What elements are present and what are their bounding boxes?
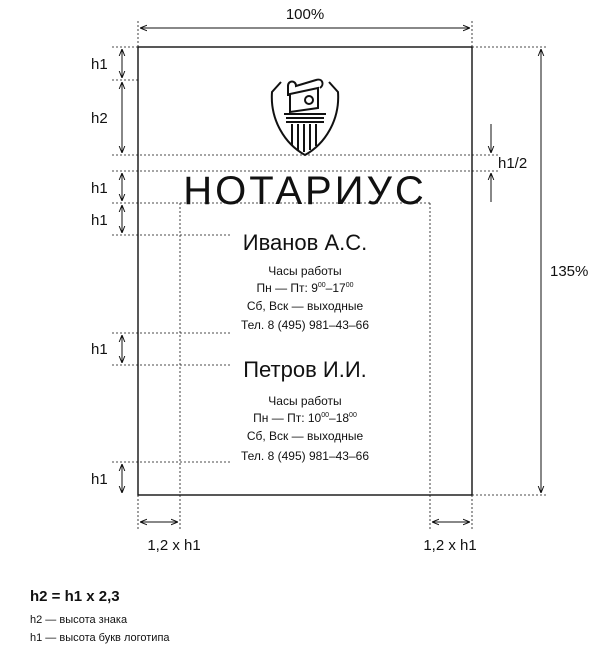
h1-gap-label: h1	[91, 212, 108, 229]
person2-name: Петров И.И.	[243, 357, 367, 382]
person2-phone: Тел. 8 (495) 981–43–66	[240, 449, 370, 463]
person1-weekend: Сб, Вск — выходные	[246, 299, 364, 313]
width-dimension-label: 100%	[285, 6, 325, 23]
half-h1-label: h1/2	[498, 155, 528, 172]
legend-h2: h2 — высота знака	[30, 614, 128, 626]
person1-weekdays: Пн — Пт: $9^{00}-17^{00}$	[256, 281, 354, 295]
person1-phone: Тел. 8 (495) 981–43–66	[240, 318, 370, 332]
legend-h1: h1 — высота букв логотипа	[30, 632, 170, 644]
notary-emblem-icon	[272, 80, 338, 155]
h1-bottom-label: h1	[91, 471, 108, 488]
sign-title: НОТАРИУС	[183, 169, 427, 213]
h1-top-label: h1	[91, 56, 108, 73]
size-formula: h2 = h1 x 2,3	[30, 588, 120, 605]
person1-hours-title: Часы работы	[268, 264, 342, 278]
h2-label: h2	[91, 110, 108, 127]
height-dimension-label: 135%	[550, 263, 589, 280]
person1-name: Иванов А.С.	[242, 230, 368, 255]
h1-middle-label: h1	[91, 341, 108, 358]
left-margin-label: 1,2 x h1	[147, 537, 201, 554]
h1-title-label: h1	[91, 180, 108, 197]
right-margin-label: 1,2 x h1	[423, 537, 477, 554]
person2-hours-title: Часы работы	[268, 394, 342, 408]
person2-weekend: Сб, Вск — выходные	[246, 429, 364, 443]
person2-weekdays: Пн — Пт: $10^{00}-18^{00}$	[253, 411, 357, 425]
